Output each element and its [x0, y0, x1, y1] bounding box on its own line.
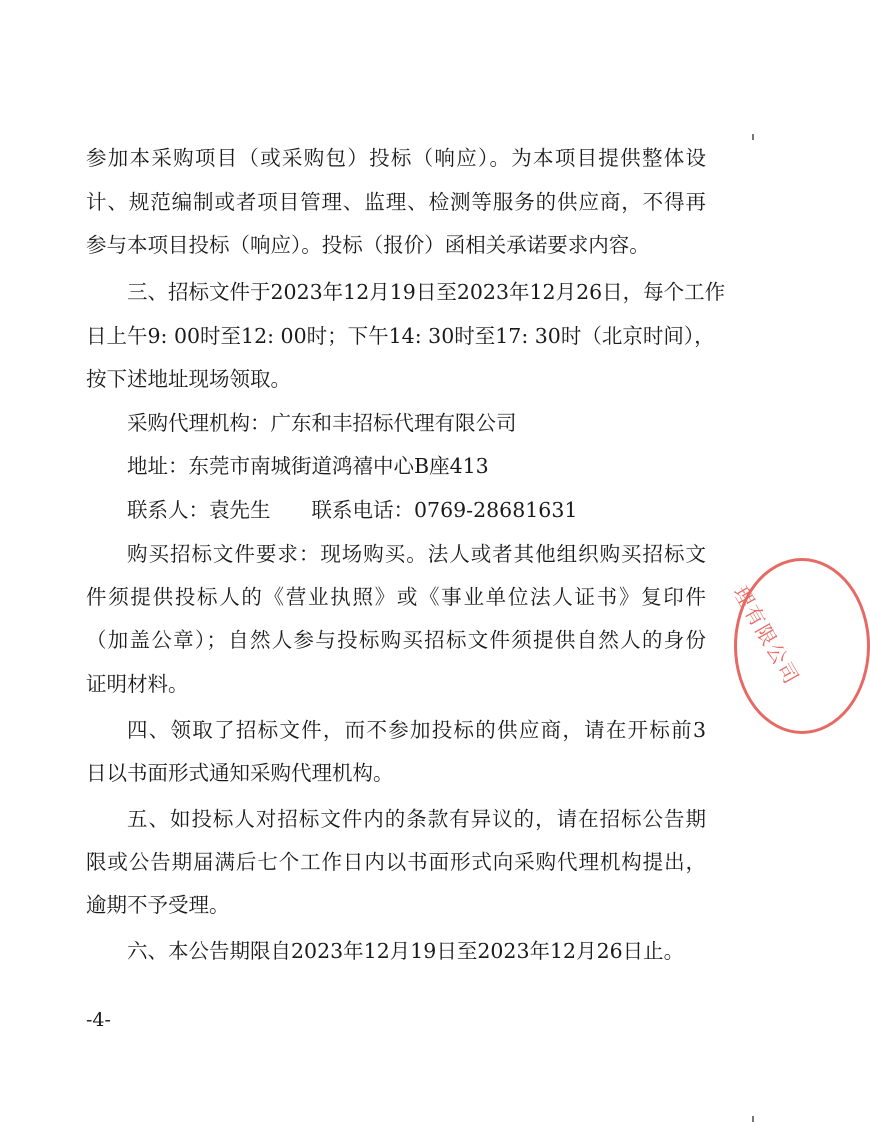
scan-edge-mark — [752, 134, 754, 140]
paragraph-line-2: 计、规范编制或者项目管理、监理、检测等服务的供应商，不得再 — [86, 190, 706, 214]
paragraph-line-3: 参与本项目投标（响应）。投标（报价）函相关承诺要求内容。 — [86, 233, 650, 257]
purchase-req-line-2: 件须提供投标人的《营业执照》或《事业单位法人证书》复印件 — [86, 585, 706, 609]
official-seal-stamp — [728, 558, 870, 734]
scan-edge-mark-bottom — [752, 1116, 754, 1122]
section-5-line-3: 逾期不予受理。 — [86, 893, 230, 917]
agency-line: 采购代理机构：广东和丰招标代理有限公司 — [127, 411, 517, 435]
section-3-line-2: 日上午9: 00时至12: 00时；下午14: 30时至17: 30时（北京时间）， — [86, 324, 715, 348]
page-number: -4- — [86, 1009, 111, 1031]
stamp-lettering: 理有限公司 — [728, 582, 805, 690]
section-5-line-2: 限或公告期届满后七个工作日内以书面形式向采购代理机构提出， — [86, 850, 706, 874]
contact-line: 联系人：袁先生 联系电话：0769-28681631 — [127, 498, 578, 522]
section-3-line-3: 按下述地址现场领取。 — [86, 367, 291, 391]
paragraph-line-1: 参加本采购项目（或采购包）投标（响应）。为本项目提供整体设 — [86, 146, 706, 170]
section-4-line-2: 日以书面形式通知采购代理机构。 — [86, 761, 394, 785]
purchase-req-line-3: （加盖公章）；自然人参与投标购买招标文件须提供自然人的身份 — [86, 628, 706, 652]
section-4-line-1: 四、领取了招标文件，而不参加投标的供应商，请在开标前3 — [127, 718, 706, 742]
address-line: 地址：东莞市南城街道鸿禧中心B座413 — [127, 454, 489, 478]
purchase-req-line-1: 购买招标文件要求：现场购买。法人或者其他组织购买招标文 — [127, 542, 706, 566]
purchase-req-line-4: 证明材料。 — [86, 672, 189, 696]
section-5-line-1: 五、如投标人对招标文件内的条款有异议的，请在招标公告期 — [127, 807, 706, 831]
section-6-line: 六、本公告期限自2023年12月19日至2023年12月26日止。 — [127, 939, 685, 963]
section-3-line-1: 三、招标文件于2023年12月19日至2023年12月26日，每个工作 — [127, 280, 726, 304]
